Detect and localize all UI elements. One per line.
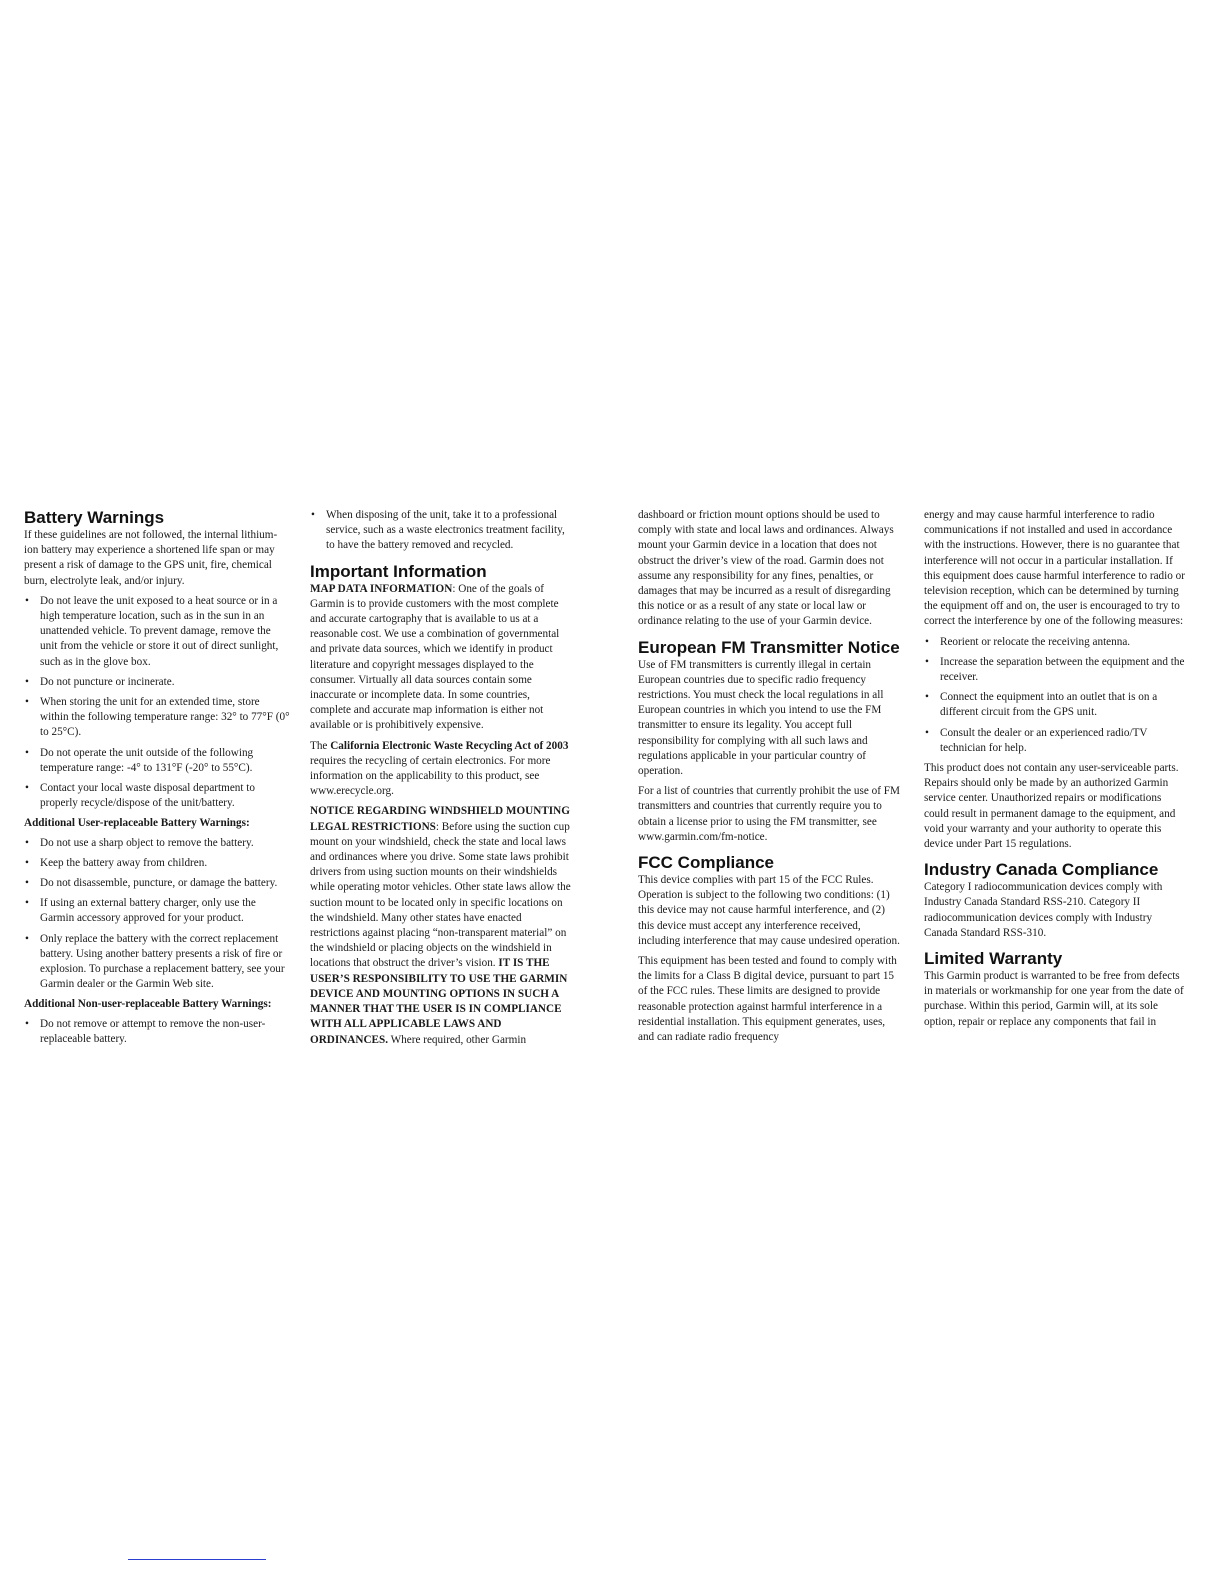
limited-warranty-heading: Limited Warranty [924, 949, 1063, 969]
list-item: • Increase the separation between the equipment and the receiver. [924, 655, 1188, 685]
list-item: • If using an external battery charger, only use the Garmin accessory approved for your product. [24, 896, 290, 926]
list-item: • When storing the unit for an extended time, store within the following temperature range: 32° to 77°F (0° to 25°C). [24, 695, 290, 741]
fm-paragraph-2: For a list of countries that currently prohibit the use of FM transmitters and countries that currently require you to obtain a license prior to using the FM transmitter, see www.garmin.com/fm-notice. [638, 785, 900, 843]
california-act-name: California Electronic Waste Recycling Act of 2003 [330, 739, 569, 752]
map-data-text: : One of the goals of Garmin is to provide customers with the most complete and accurate cartography that is available to us at a reasonable cost. We use a combination of governmental and private data sources, which we identify in product literature and copyright messages displayed to the consumer. Virtually all data sources contain some inaccurate or incomplete data. In some countries, complete and accurate map information is either not available or is prohibitively expensive. [310, 582, 560, 732]
column-4 [924, 508, 1188, 1035]
california-pre: The [310, 739, 331, 752]
list-item: • Reorient or relocate the receiving antenna. [924, 635, 1188, 650]
list-item: • Do not operate the unit outside of the following temperature range: -4° to 131°F (-20° to 55°C). [24, 746, 290, 776]
column-3 [638, 508, 900, 1050]
list-item: • Do not leave the unit exposed to a heat source or in a high temperature location, such as in the sun in an unattended vehicle. To prevent damage, remove the unit from the vehicle or store it out of direct sunlight, such as in the glove box. [24, 594, 290, 670]
windshield-paragraph [310, 804, 572, 1047]
limited-warranty-paragraph: This Garmin product is warranted to be free from defects in materials or workmanship for one year from the date of purchase. Within this period, Garmin will, at its sole option, repair or replace any components that fail in [924, 970, 1184, 1028]
industry-canada-heading: Industry Canada Compliance [924, 860, 1159, 880]
fcc-paragraph-1: This device complies with part 15 of the FCC Rules. Operation is subject to the following two conditions: (1) this device may not cause harmful interference, and (2) this device must accept any interference received, including interference that may cause undesired operation. [638, 874, 900, 947]
column-2 [310, 508, 572, 1053]
industry-canada-paragraph: Category I radiocommunication devices comply with Industry Canada Standard RSS-210. Category II radiocommunication devices comply with Industry Canada Standard RSS-310. [924, 881, 1163, 939]
fm-paragraph-1: Use of FM transmitters is currently illegal in certain European countries due to specific radio frequency restrictions. You must check the local regulations in all European countries in which you intend to use the FM transmitter to ensure its legality. You accept full responsibility for complying with all such laws and regulations applicable in your particular country of operation. [638, 658, 884, 778]
column-1 [24, 508, 290, 1052]
mount-continued-paragraph: dashboard or friction mount options should be used to comply with state and local laws and ordinances. Always mount your Garmin device in a location that does not obstruct the driver’s view of the road. Garmin does not assume any responsibility for any fines, penalties, or damages that may be incurred as a result of disregarding this notice or as a result of any state or local law or ordinance relating to the use of your Garmin device. [638, 509, 894, 628]
list-item: • Consult the dealer or an experienced radio/TV technician for help. [924, 726, 1188, 756]
important-information-heading: Important Information [310, 561, 487, 581]
windshield-text: : Before using the suction cup mount on your windshield, check the state and local laws and ordinances where you drive. Some state laws prohibit drivers from using suction mounts on their windshields while operating motor vehicles. Other state laws allow the suction mount to be located only in specific locations on the windshield. Many other states have enacted restrictions against placing “non-transparent material” on the windshield or placing objects on the windshield in locations that obstruct the driver’s vision. [310, 820, 571, 970]
map-data-label: MAP DATA INFORMATION [310, 582, 453, 595]
disposal-list [310, 508, 572, 554]
california-paragraph [310, 739, 572, 800]
fcc-compliance-heading: FCC Compliance [638, 853, 775, 873]
list-item: • Only replace the battery with the correct replacement battery. Using another battery presents a risk of fire or explosion. To purchase a replacement battery, see your Garmin dealer or the Garmin Web site. [24, 932, 290, 993]
windshield-tail: Where required, other Garmin [388, 1033, 527, 1046]
list-item: • Keep the battery away from children. [24, 856, 290, 871]
california-post: requires the recycling of certain electronics. For more information on the applicability to this product, see www.erecycle.org. [310, 754, 551, 798]
non-user-replaceable-list [24, 1017, 290, 1047]
battery-warnings-list [24, 594, 290, 812]
user-replaceable-list [24, 836, 290, 993]
list-item: • Do not use a sharp object to remove the battery. [24, 836, 290, 851]
list-item: • Do not remove or attempt to remove the non-user-replaceable battery. [24, 1017, 290, 1047]
list-item: • Do not puncture or incinerate. [24, 675, 290, 690]
service-paragraph: This product does not contain any user-serviceable parts. Repairs should only be made by an authorized Garmin service center. Unauthorized repairs or modifications could result in permanent damage to the equipment, and void your warranty and your authority to operate this device under Part 15 regulations. [924, 762, 1179, 851]
list-item: • Contact your local waste disposal department to properly recycle/dispose of the unit/battery. [24, 781, 290, 811]
fm-transmitter-heading: European FM Transmitter Notice [638, 637, 900, 657]
windshield-responsibility: IT IS THE USER’S RESPONSIBILITY TO USE THE GARMIN DEVICE AND MOUNTING OPTIONS IN SUCH A MANNER THAT THE USER IS IN COMPLIANCE WITH ALL APPLICABLE LAWS AND ORDINANCES. [310, 957, 568, 1046]
list-item: • Connect the equipment into an outlet that is on a different circuit from the GPS unit. [924, 690, 1188, 720]
fcc-paragraph-2: This equipment has been tested and found to comply with the limits for a Class B digital device, pursuant to part 15 of the FCC rules. These limits are designed to provide reasonable protection against harmful interference in a residential installation. This equipment generates, uses, and can radiate radio frequency [638, 955, 897, 1044]
windshield-label: NOTICE REGARDING WINDSHIELD MOUNTING LEGAL RESTRICTIONS [310, 805, 570, 833]
battery-intro: If these guidelines are not followed, the internal lithium-ion battery may experience a shortened life span or may present a risk of damage to the GPS unit, fire, chemical burn, electrolyte leak, and/or injury. [24, 529, 278, 587]
map-data-paragraph [310, 582, 572, 734]
user-replaceable-heading: Additional User-replaceable Battery Warnings: [24, 817, 250, 830]
non-user-replaceable-heading: Additional Non-user-replaceable Battery Warnings: [24, 998, 272, 1011]
battery-warnings-heading: Battery Warnings [24, 508, 165, 527]
interference-measures-list [924, 635, 1188, 756]
footer-divider [128, 1559, 266, 1560]
list-item: • Do not disassemble, puncture, or damage the battery. [24, 876, 290, 891]
list-item: • When disposing of the unit, take it to a professional service, such as a waste electronics treatment facility, to have the battery removed and recycled. [310, 508, 572, 554]
fcc-continued-paragraph: energy and may cause harmful interference to radio communications if not installed and used in accordance with the instructions. However, there is no guarantee that interference will not occur in a particular installation. If this equipment does cause harmful interference to radio or television reception, which can be determined by turning the equipment off and on, the user is encouraged to try to correct the interference by one of the following measures: [924, 509, 1185, 628]
